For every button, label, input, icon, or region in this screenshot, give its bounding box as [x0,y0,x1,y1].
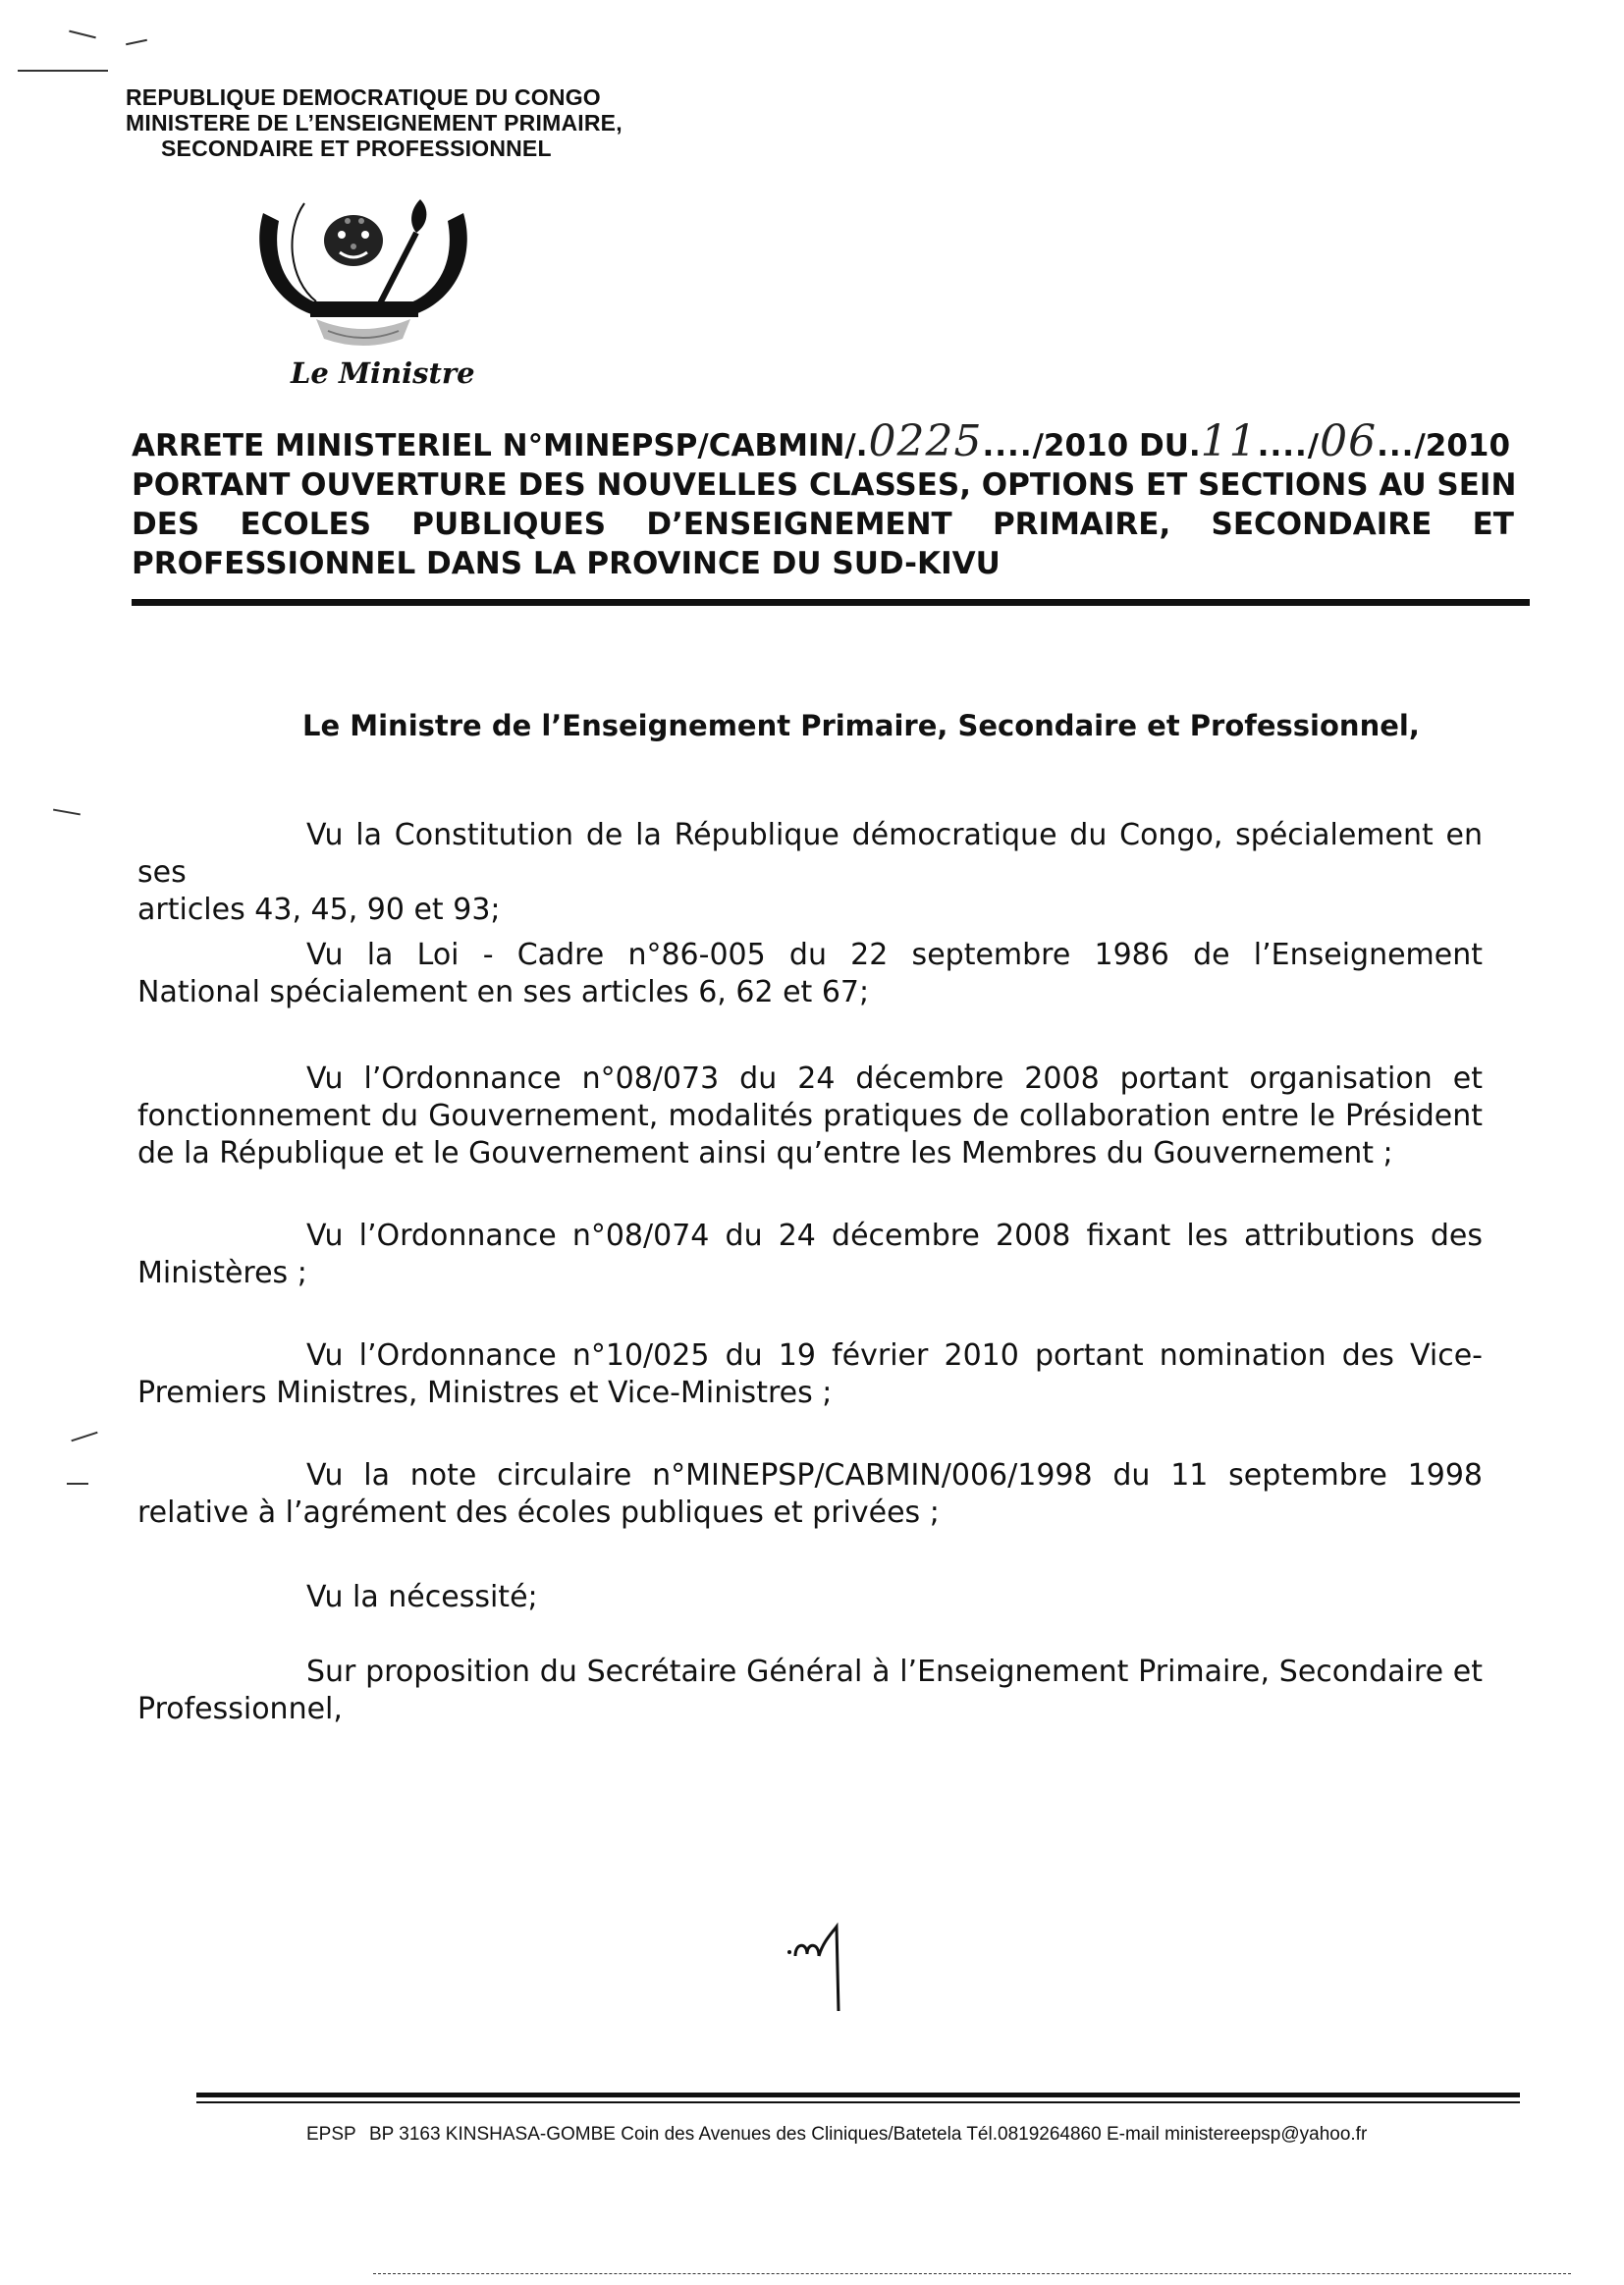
title-divider [132,599,1530,606]
paragraph-constitution: Vu la Constitution de la République démocratique du Congo, spécialement en ses articles 43, 45, 90 et 93; [137,818,1483,927]
paragraph-ordonnance-10-025: Vu l’Ordonnance n°10/025 du 19 février 2010 portant nomination des Vice- Premiers Ministres, Ministres et Vice-Ministres ; [137,1338,1483,1410]
paragraph-loi-cadre: Vu la Loi - Cadre n°86-005 du 22 septembre 1986 de l’Enseignement National spécialement en ses articles 6, 62 et 67; [137,938,1483,1009]
title-line-2: PORTANT OUVERTURE DES NOUVELLES CLASSES, OPTIONS ET SECTIONS AU SEIN [132,467,1517,503]
title-year: /2010 DU. [1032,428,1201,463]
minister-heading: Le Ministre de l’Enseignement Primaire, Secondaire et Professionnel, [302,709,1420,742]
title-line-3: DES ECOLES PUBLIQUES D’ENSEIGNEMENT PRIMAIRE, SECONDAIRE ET [132,507,1514,542]
paragraph-note-circulaire: Vu la note circulaire n°MINEPSP/CABMIN/006/1998 du 11 septembre 1998 relative à l’agrément des écoles publiques et privées ; [137,1458,1483,1530]
header-ministry-cont: SECONDAIRE ET PROFESSIONNEL [161,136,552,161]
title-prefix: ARRETE MINISTERIEL N°MINEPSP/CABMIN/ [132,428,856,463]
footer-contact [306,2124,1375,2146]
decree-day-handwritten: 11 [1200,416,1258,466]
scan-mark [126,39,147,46]
paragraph-proposition: Sur proposition du Secrétaire Général à l’Enseignement Primaire, Secondaire et Professionnel, [137,1655,1483,1726]
title-line-4: PROFESSIONNEL DANS LA PROVINCE DU SUD-KIVU [132,546,1001,581]
ministry-header [126,84,623,161]
decree-number-handwritten: 0225 [868,416,983,466]
footer-address: BP 3163 KINSHASA-GOMBE Coin des Avenues des Cliniques/Batetela Tél.0819264860 E-mail ministereepsp@yahoo.fr [368,2124,1368,2145]
footer-divider-thin [196,2101,1520,2103]
paragraph-ordonnance-08-074: Vu l’Ordonnance n°08/074 du 24 décembre 2008 fixant les attributions des Ministères ; [137,1219,1483,1290]
scan-mark [373,2273,1571,2274]
scan-mark [69,30,96,39]
signature-caption: Le Ministre [291,356,475,390]
handwritten-initials [782,1913,860,2021]
title-year-end: /2010 [1414,428,1511,463]
decree-month-handwritten: 06 [1320,416,1378,466]
decree-title [132,416,1517,583]
paragraph-necessite: Vu la nécessité; [306,1580,538,1614]
header-republic: REPUBLIQUE DEMOCRATIQUE DU CONGO [126,84,601,110]
footer-org: EPSP [306,2124,356,2145]
header-ministry: MINISTERE DE L’ENSEIGNEMENT PRIMAIRE, [126,110,623,136]
scan-mark [67,1483,88,1485]
title-line-1: ARRETE MINISTERIEL N°MINEPSP/CABMIN/ . 0225 .... /2010 DU. 11 ..../ 06 ... /2010 [132,416,1511,466]
scan-mark [53,809,81,816]
paragraph-ordonnance-08-073: Vu l’Ordonnance n°08/073 du 24 décembre 2008 portant organisation et fonctionnement du Gouvernement, modalités pratiques de collaboration entre le Président de la République et le Gouvernement ainsi qu’entre les Membres du Gouvernement ; [137,1061,1483,1170]
scan-mark [18,70,108,72]
national-emblem-icon [245,191,481,378]
scan-mark [71,1432,97,1442]
footer-divider [196,2093,1520,2097]
